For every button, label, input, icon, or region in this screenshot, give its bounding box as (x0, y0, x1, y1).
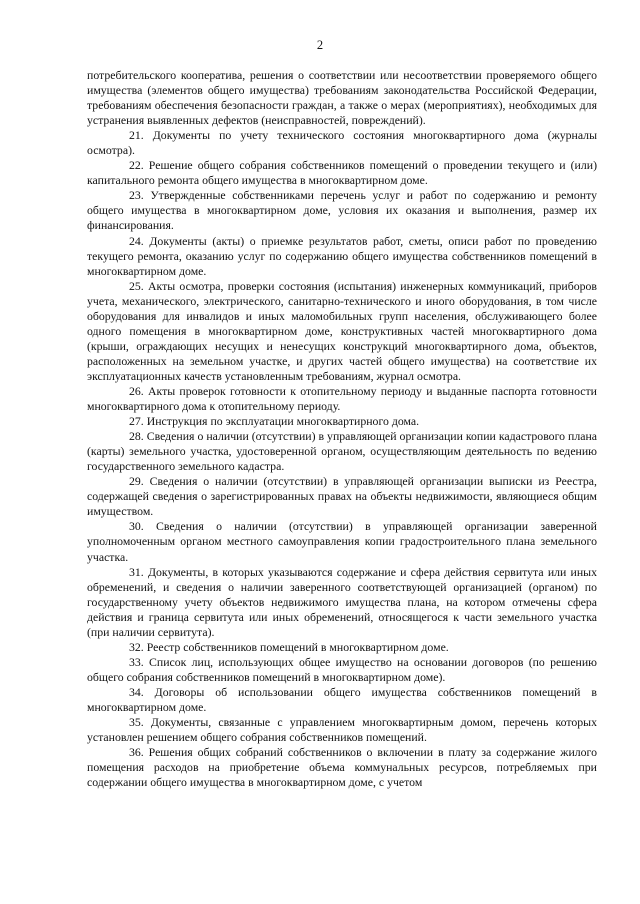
paragraph: 33. Список лиц, использующих общее имущество на основании договоров (по решению общего собрания собственников помещений в многоквартирном доме). (87, 654, 597, 684)
paragraph: 29. Сведения о наличии (отсутствии) в управляющей организации выписки из Реестра, содержащей сведения о зарегистрированных правах на объекты недвижимости, являющиеся общим имуществом. (87, 474, 597, 519)
document-body (87, 68, 597, 790)
paragraph: 26. Акты проверок готовности к отопительному периоду и выданные паспорта готовности многоквартирного дома к отопительному периоду. (87, 383, 597, 414)
paragraph: 31. Документы, в которых указываются содержание и сфера действия сервитута или иных обременений, и сведения о наличии заверенного соответствующей организацией (органом) по государственному учету объектов недвижимого имущества плана, на котором отмечены сфера действия и граница сервитута или иных обременений, относящегося к части земельного участка (при наличии сервитута). (87, 564, 597, 639)
paragraph: 27. Инструкция по эксплуатации многоквартирного дома. (129, 414, 420, 429)
paragraph: 25. Акты осмотра, проверки состояния (испытания) инженерных коммуникаций, приборов учета, механического, электрического, санитарно-технического и иного оборудования, в том числе оборудования для инвалидов и иных маломобильных групп населения, обслуживающего более одного помещения в многоквартирном доме, конструктивных частей многоквартирного дома (крыши, ограждающих несущих и ненесущих конструкций многоквартирного дома, объектов, расположенных на земельном участке, и других частей общего имущества) на соответствие их эксплуатационных качеств установленным требованиям, журнал осмотра. (87, 278, 597, 383)
paragraph: 36. Решения общих собраний собственников о включении в плату за содержание жилого помещения расходов на приобретение объема коммунальных ресурсов, потребляемых при содержании общего имущества в многоквартирном доме, с учетом (87, 745, 597, 790)
paragraph: 32. Реестр собственников помещений в многоквартирном доме. (129, 639, 449, 654)
paragraph: 30. Сведения о наличии (отсутствии) в управляющей организации заверенной уполномоченным органом местного самоуправления копии градостроительного плана земельного участка. (87, 519, 597, 564)
page-number: 2 (316, 38, 324, 52)
paragraph: 34. Договоры об использовании общего имущества собственников помещений в многоквартирном доме. (87, 684, 597, 714)
paragraph: 35. Документы, связанные с управлением многоквартирным домом, перечень которых установлен решением общего собрания собственников помещений. (87, 715, 597, 745)
paragraph: 28. Сведения о наличии (отсутствии) в управляющей организации копии кадастрового плана (карты) земельного участка, удостоверенной органом, осуществляющим деятельность по ведению государственного земельного кадастра. (87, 429, 597, 474)
paragraph: 23. Утвержденные собственниками перечень услуг и работ по содержанию и ремонту общего имущества в многоквартирном доме, условия их оказания и выполнения, размер их финансирования. (87, 188, 597, 233)
paragraph: 24. Документы (акты) о приемке результатов работ, сметы, описи работ по проведению текущего ремонта, оказанию услуг по содержанию общего имущества собственников помещений в многоквартирном доме. (87, 233, 597, 278)
paragraph: 21. Документы по учету технического состояния многоквартирного дома (журналы осмотра). (87, 128, 597, 158)
paragraph: потребительского кооператива, решения о соответствии или несоответствии проверяемого общего имущества (элементов общего имущества) требованиям законодательства Российской Федерации, требованиям обеспечения безопасности граждан, а также о мерах (мероприятиях), необходимых для устранения выявленных дефектов (неисправностей, повреждений). (87, 68, 597, 128)
paragraph: 22. Решение общего собрания собственников помещений о проведении текущего и (или) капитального ремонта общего имущества в многоквартирном доме. (87, 158, 597, 188)
